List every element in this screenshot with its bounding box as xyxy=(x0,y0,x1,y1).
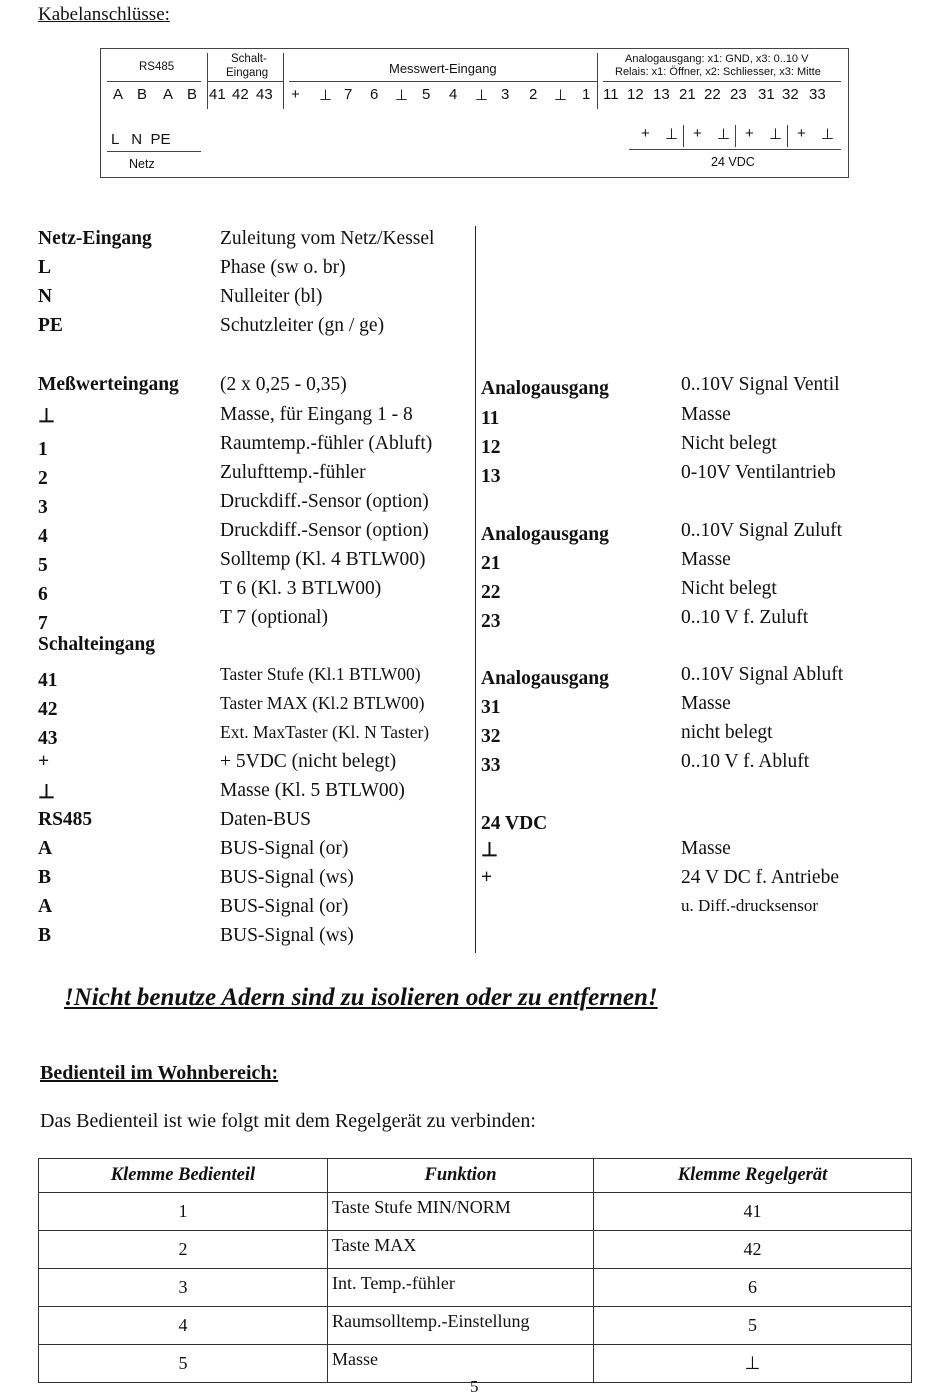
right-value: 0-10V Ventilantrieb xyxy=(681,462,836,483)
warning-text: !Nicht benutze Adern sind zu isolieren oder zu entfernen! xyxy=(64,984,658,1011)
rs485-group-label: RS485 xyxy=(139,61,175,73)
netz-key: L xyxy=(38,257,52,278)
left-value: (2 x 0,25 - 0,35) xyxy=(220,374,347,395)
right-key: Analogausgang xyxy=(481,524,609,545)
terminal-label: 42 xyxy=(232,86,249,103)
cell-funktion: Raumsolltemp.-Einstellung xyxy=(328,1307,594,1345)
vdc-label: 24 VDC xyxy=(711,155,755,169)
left-key: 43 xyxy=(38,728,58,749)
schalt-group-label: Schalt- xyxy=(231,53,267,65)
right-key: 33 xyxy=(481,755,501,776)
cell-klemme-bedienteil: 1 xyxy=(39,1193,328,1231)
vdc-terminal-label: + xyxy=(797,125,806,142)
section-heading: Kabelanschlüsse: xyxy=(38,4,170,25)
right-key: 32 xyxy=(481,726,501,747)
terminal-label: 13 xyxy=(653,86,670,103)
terminal-label: B xyxy=(137,86,148,103)
left-key: 4 xyxy=(38,526,48,547)
netz-value: Schutzleiter (gn / ge) xyxy=(220,315,385,336)
right-value: Masse xyxy=(681,404,731,425)
right-value: u. Diff.-drucksensor xyxy=(681,896,819,915)
right-key: Analogausgang xyxy=(481,668,609,689)
terminal-label: 7 xyxy=(344,86,353,103)
right-value: nicht belegt xyxy=(681,722,773,743)
right-key: ⊥ xyxy=(481,840,498,861)
bedienteil-text: Das Bedienteil ist wie folgt mit dem Regelgerät zu verbinden: xyxy=(40,1110,536,1132)
right-key: 21 xyxy=(481,553,501,574)
right-value: Masse xyxy=(681,693,731,714)
table-row xyxy=(39,1193,912,1231)
terminal-label: ⊥ xyxy=(319,87,333,104)
vdc-terminal-label: + xyxy=(641,125,650,142)
cell-klemme-bedienteil: 4 xyxy=(39,1307,328,1345)
left-key: 3 xyxy=(38,497,48,518)
cell-klemme-regelgeraet: 42 xyxy=(594,1231,912,1269)
vdc-separator xyxy=(683,125,684,147)
left-value: T 6 (Kl. 3 BTLW00) xyxy=(220,578,382,599)
left-value: T 7 (optional) xyxy=(220,607,328,628)
left-key: 6 xyxy=(38,584,48,605)
cell-klemme-regelgeraet: ⊥ xyxy=(594,1345,912,1383)
terminal-label: 32 xyxy=(782,86,799,103)
bedienteil-heading: Bedienteil im Wohnbereich: xyxy=(40,1062,279,1084)
right-value: 0..10V Signal Zuluft xyxy=(681,520,843,541)
left-key: 41 xyxy=(38,670,58,691)
page-number: 5 xyxy=(470,1377,479,1396)
messwert-group-label: Messwert-Eingang xyxy=(389,61,497,76)
table-header-row xyxy=(39,1159,912,1193)
cell-klemme-bedienteil: 5 xyxy=(39,1345,328,1383)
bedienteil-table xyxy=(38,1158,912,1383)
right-value: Masse xyxy=(681,549,731,570)
terminal-label: 2 xyxy=(529,86,538,103)
terminal-label: ⊥ xyxy=(475,87,489,104)
right-value: Masse xyxy=(681,838,731,859)
left-value: + 5VDC (nicht belegt) xyxy=(220,751,397,772)
terminal-label: 41 xyxy=(209,86,226,103)
left-value: Daten-BUS xyxy=(220,809,311,830)
vdc-terminal-label: ⊥ xyxy=(821,126,835,143)
terminal-label: 4 xyxy=(449,86,458,103)
terminal-label: + xyxy=(291,86,300,103)
vdc-separator xyxy=(787,125,788,147)
right-key: Analogausgang xyxy=(481,378,609,399)
left-value: Zulufttemp.-fühler xyxy=(220,462,366,483)
right-key: 13 xyxy=(481,466,501,487)
table-row xyxy=(39,1231,912,1269)
right-value: 24 V DC f. Antriebe xyxy=(681,867,839,888)
right-value: 0..10 V f. Abluft xyxy=(681,751,810,772)
terminal-label: 33 xyxy=(809,86,826,103)
terminal-label: 12 xyxy=(627,86,644,103)
right-key: 12 xyxy=(481,437,501,458)
vdc-separator xyxy=(735,125,736,147)
terminal-label: ⊥ xyxy=(395,87,409,104)
cell-klemme-bedienteil: 3 xyxy=(39,1269,328,1307)
cell-funktion: Masse xyxy=(328,1345,594,1383)
cell-funktion: Taste Stufe MIN/NORM xyxy=(328,1193,594,1231)
header-klemme-bedienteil: Klemme Bedienteil xyxy=(39,1159,328,1193)
right-value: 0..10 V f. Zuluft xyxy=(681,607,809,628)
netz-key: Netz-Eingang xyxy=(38,228,152,249)
terminal-label: 6 xyxy=(370,86,379,103)
left-value: Druckdiff.-Sensor (option) xyxy=(220,491,429,512)
vdc-terminal-label: + xyxy=(693,125,702,142)
right-value: Nicht belegt xyxy=(681,578,777,599)
vdc-terminal-label: ⊥ xyxy=(769,126,783,143)
schalt-group-label-2: Eingang xyxy=(226,67,269,79)
terminal-label: 1 xyxy=(582,86,591,103)
netz-key: N xyxy=(38,286,53,307)
netz-value: Zuleitung vom Netz/Kessel xyxy=(220,228,435,249)
vdc-terminal-label: + xyxy=(745,125,754,142)
left-key: 42 xyxy=(38,699,58,720)
left-key: + xyxy=(38,751,50,772)
netz-terminals: L N PE xyxy=(111,131,171,148)
left-value: Druckdiff.-Sensor (option) xyxy=(220,520,429,541)
cell-funktion: Int. Temp.-fühler xyxy=(328,1269,594,1307)
left-key: RS485 xyxy=(38,809,93,830)
right-value: 0..10V Signal Abluft xyxy=(681,664,844,685)
table-row xyxy=(39,1307,912,1345)
left-key: Schalteingang xyxy=(38,634,156,655)
right-key: 22 xyxy=(481,582,501,603)
right-key: 11 xyxy=(481,408,500,429)
vdc-terminal-label: ⊥ xyxy=(665,126,679,143)
terminal-label: 31 xyxy=(758,86,775,103)
column-divider xyxy=(475,226,476,953)
terminal-label: A xyxy=(163,86,174,103)
left-value: BUS-Signal (ws) xyxy=(220,925,354,946)
left-key: B xyxy=(38,925,52,946)
terminal-label: ⊥ xyxy=(554,87,568,104)
cell-klemme-regelgeraet: 41 xyxy=(594,1193,912,1231)
left-key: B xyxy=(38,867,52,888)
header-funktion: Funktion xyxy=(328,1159,594,1193)
header-klemme-regelgeraet: Klemme Regelgerät xyxy=(594,1159,912,1193)
cell-klemme-regelgeraet: 6 xyxy=(594,1269,912,1307)
netz-value: Nulleiter (bl) xyxy=(220,286,323,307)
left-key: A xyxy=(38,896,53,917)
cell-klemme-regelgeraet: 5 xyxy=(594,1307,912,1345)
left-value: Masse, für Eingang 1 - 8 xyxy=(220,404,413,425)
terminal-label: 21 xyxy=(679,86,696,103)
left-value: Solltemp (Kl. 4 BTLW00) xyxy=(220,549,426,570)
terminal-label: A xyxy=(113,86,124,103)
cell-funktion: Taste MAX xyxy=(328,1231,594,1269)
left-key: ⊥ xyxy=(38,782,55,803)
terminal-label: 23 xyxy=(730,86,747,103)
terminal-label: 3 xyxy=(501,86,510,103)
terminal-label: 11 xyxy=(603,86,619,103)
terminal-label: 43 xyxy=(256,86,273,103)
left-value: Raumtemp.-fühler (Abluft) xyxy=(220,433,433,454)
left-key: ⊥ xyxy=(38,406,55,427)
left-key: 7 xyxy=(38,613,48,634)
relais-group-label: Relais: x1: Öffner, x2: Schliesser, x3: Mitte xyxy=(615,66,821,78)
left-value: Ext. MaxTaster (Kl. N Taster) xyxy=(220,722,430,742)
right-key: 24 VDC xyxy=(481,813,548,834)
left-value: Taster MAX (Kl.2 BTLW00) xyxy=(220,693,425,713)
netz-key: PE xyxy=(38,315,63,336)
terminal-label: 5 xyxy=(422,86,431,103)
table-row xyxy=(39,1269,912,1307)
left-value: BUS-Signal (ws) xyxy=(220,867,354,888)
vdc-terminal-label: ⊥ xyxy=(717,126,731,143)
terminal-block-diagram xyxy=(100,48,849,178)
left-value: Masse (Kl. 5 BTLW00) xyxy=(220,780,405,801)
left-key: 2 xyxy=(38,468,48,489)
netz-label: Netz xyxy=(129,157,155,171)
right-value: 0..10V Signal Ventil xyxy=(681,374,840,395)
right-key: 31 xyxy=(481,697,501,718)
right-key: + xyxy=(481,867,493,888)
left-key: 1 xyxy=(38,439,48,460)
left-value: Taster Stufe (Kl.1 BTLW00) xyxy=(220,664,421,684)
left-value: BUS-Signal (or) xyxy=(220,896,349,917)
analog-group-label: Analogausgang: x1: GND, x3: 0..10 V xyxy=(625,53,809,65)
left-key: A xyxy=(38,838,53,859)
terminal-label: 22 xyxy=(704,86,721,103)
right-key: 23 xyxy=(481,611,501,632)
right-value: Nicht belegt xyxy=(681,433,777,454)
netz-value: Phase (sw o. br) xyxy=(220,257,346,278)
left-key: Meßwerteingang xyxy=(38,374,179,395)
terminal-label: B xyxy=(187,86,198,103)
cell-klemme-bedienteil: 2 xyxy=(39,1231,328,1269)
left-value: BUS-Signal (or) xyxy=(220,838,349,859)
left-key: 5 xyxy=(38,555,48,576)
